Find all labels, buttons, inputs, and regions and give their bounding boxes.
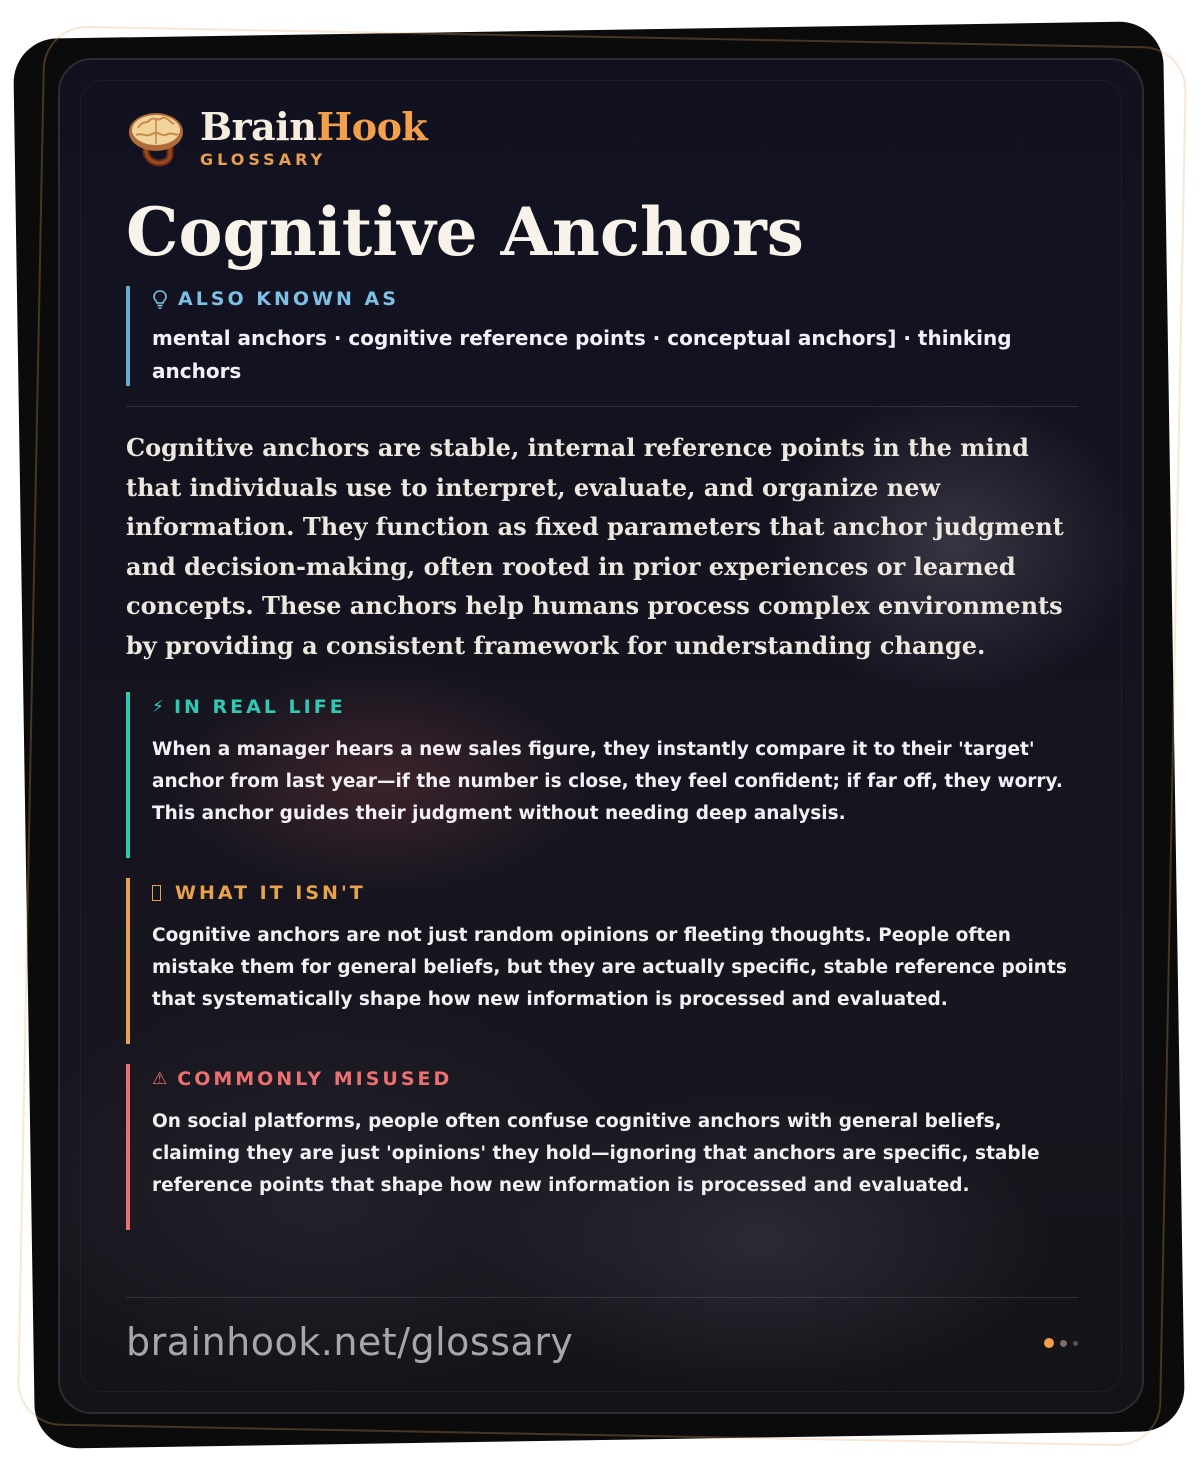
also-known-as-label-row bbox=[152, 288, 399, 310]
page-title: Cognitive Anchors bbox=[126, 193, 804, 271]
lightning-icon: ⚡ bbox=[152, 697, 164, 717]
section-in-real-life bbox=[126, 692, 1078, 858]
divider bbox=[126, 406, 1078, 407]
brand-header bbox=[126, 103, 428, 169]
page-dot bbox=[1073, 1341, 1078, 1346]
page-dot-active bbox=[1044, 1338, 1054, 1348]
also-known-as-label: ALSO KNOWN AS bbox=[178, 288, 399, 310]
missing-glyph-icon bbox=[152, 885, 161, 901]
brain-hook-icon bbox=[126, 108, 186, 168]
section-commonly-misused bbox=[126, 1064, 1078, 1230]
page-dots-indicator bbox=[1044, 1338, 1084, 1348]
section-text: Cognitive anchors are not just random opinions or fleeting thoughts. People often mistake them for general beliefs, but they are actually specific, stable reference points that systematically shape how new information is processed and evaluated. bbox=[152, 925, 1067, 1010]
section-accent-bar bbox=[126, 1064, 130, 1230]
section-label-row bbox=[152, 696, 346, 718]
brand-name-part1: Brain bbox=[200, 103, 317, 149]
section-text: On social platforms, people often confuse cognitive anchors with general beliefs, claiming they are just 'opinions' they hold—ignoring that anchors are specific, stable reference points that shape how new information is processed and evaluated. bbox=[152, 1111, 1040, 1196]
brand-subtitle: GLOSSARY bbox=[200, 149, 327, 169]
section-label: IN REAL LIFE bbox=[173, 696, 346, 718]
brand-name bbox=[200, 103, 428, 149]
warning-icon: ⚠ bbox=[152, 1069, 168, 1089]
glossary-card bbox=[58, 58, 1144, 1414]
page-dot bbox=[1060, 1340, 1067, 1347]
brand-name-part2: Hook bbox=[316, 103, 428, 149]
section-label-row bbox=[152, 882, 366, 904]
section-label: WHAT IT ISN'T bbox=[175, 882, 366, 904]
footer-divider bbox=[126, 1297, 1078, 1298]
also-known-as-text: mental anchors · cognitive reference points · conceptual anchors] · thinking anchors bbox=[152, 326, 1012, 383]
also-known-as-block bbox=[126, 286, 1082, 386]
footer-url-link[interactable]: brainhook.net/glossary bbox=[126, 1320, 574, 1364]
section-text: When a manager hears a new sales figure, they instantly compare it to their 'target' anchor from last year—if the number is close, they feel confident; if far off, they worry. This anchor guides their judgment without needing deep analysis. bbox=[152, 739, 1063, 824]
definition-text: Cognitive anchors are stable, internal reference points in the mind that individuals use to interpret, evaluate, and organize new information. They function as fixed parameters that anchor judgment and decision-making, often rooted in prior experiences or learned concepts. These anchors help humans process complex environments by providing a consistent framework for understanding change. bbox=[126, 433, 1064, 660]
section-accent-bar bbox=[126, 878, 130, 1044]
section-label: COMMONLY MISUSED bbox=[177, 1068, 453, 1090]
section-label-row bbox=[152, 1068, 452, 1090]
lightbulb-icon bbox=[152, 289, 168, 309]
section-what-it-isnt bbox=[126, 878, 1078, 1044]
section-accent-bar bbox=[126, 692, 130, 858]
